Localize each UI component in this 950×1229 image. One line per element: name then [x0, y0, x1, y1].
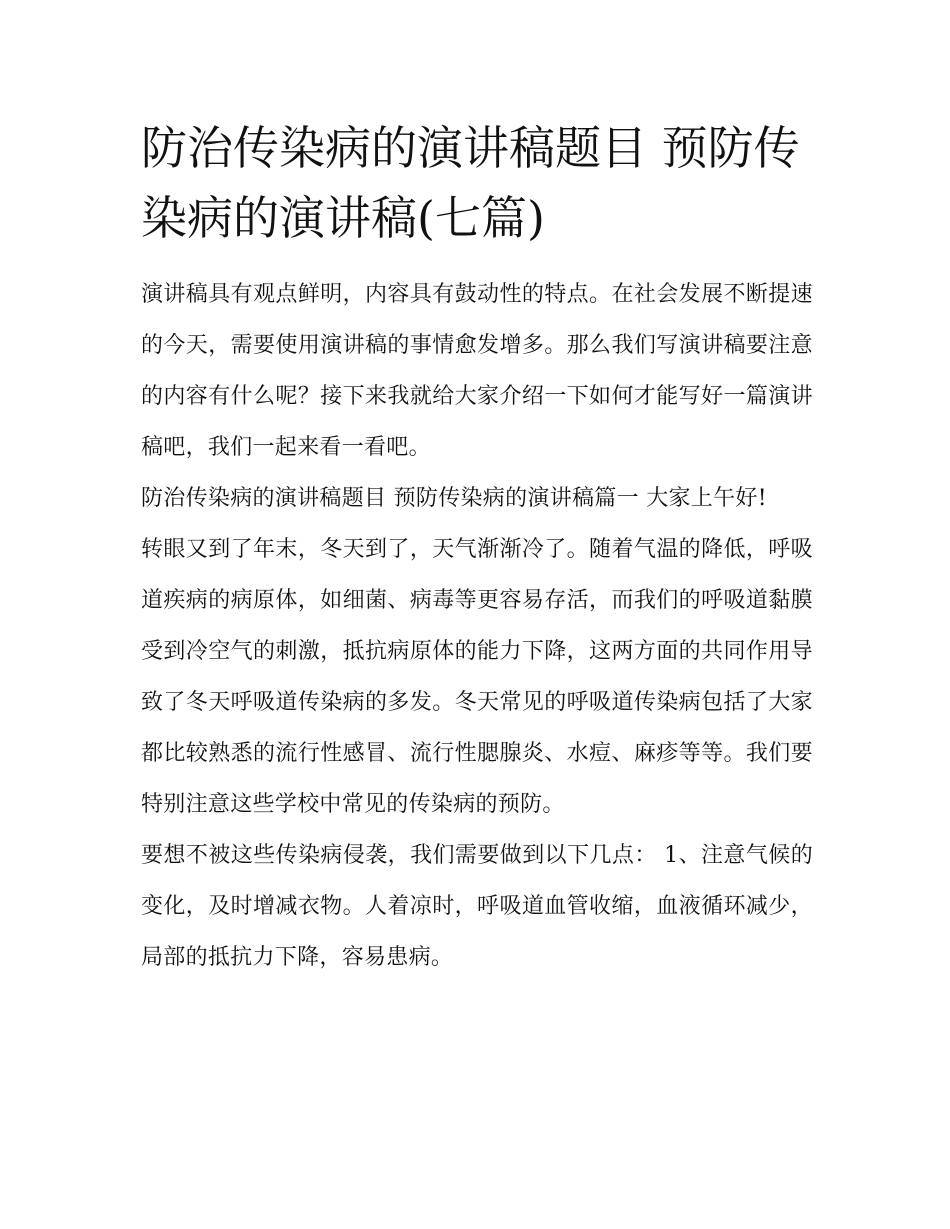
body-paragraph: 要想不被这些传染病侵袭，我们需要做到以下几点： 1、注意气候的变化，及时增减衣物。人着凉时，呼吸道血管收缩，血液循环减少，局部的抵抗力下降，容易患病。	[141, 843, 813, 970]
body-paragraph: 转眼又到了年末，冬天到了，天气渐渐冷了。随着气温的降低，呼吸道疾病的病原体，如细菌、病毒等更容易存活，而我们的呼吸道黏膜受到冷空气的刺激，抵抗病原体的能力下降，这两方面的共同作用导致了冬天呼吸道传染病的多发。冬天常见的呼吸道传染病包括了大家都比较熟悉的流行性感冒、流行性腮腺炎、水痘、麻疹等等。我们要特别注意这些学校中常见的传染病的预防。	[141, 537, 813, 817]
intro-paragraph: 演讲稿具有观点鲜明，内容具有鼓动性的特点。在社会发展不断提速的今天，需要使用演讲稿的事情愈发增多。那么我们写演讲稿要注意的内容有什么呢？接下来我就给大家介绍一下如何才能写好一篇演讲稿吧，我们一起来看一看吧。	[141, 282, 813, 460]
document-page	[141, 113, 813, 983]
section-heading-paragraph: 防治传染病的演讲稿题目 预防传染病的演讲稿篇一 大家上午好!	[141, 486, 767, 511]
document-title: 防治传染病的演讲稿题目 预防传染病的演讲稿(七篇)	[141, 121, 800, 245]
document-body	[141, 269, 813, 983]
